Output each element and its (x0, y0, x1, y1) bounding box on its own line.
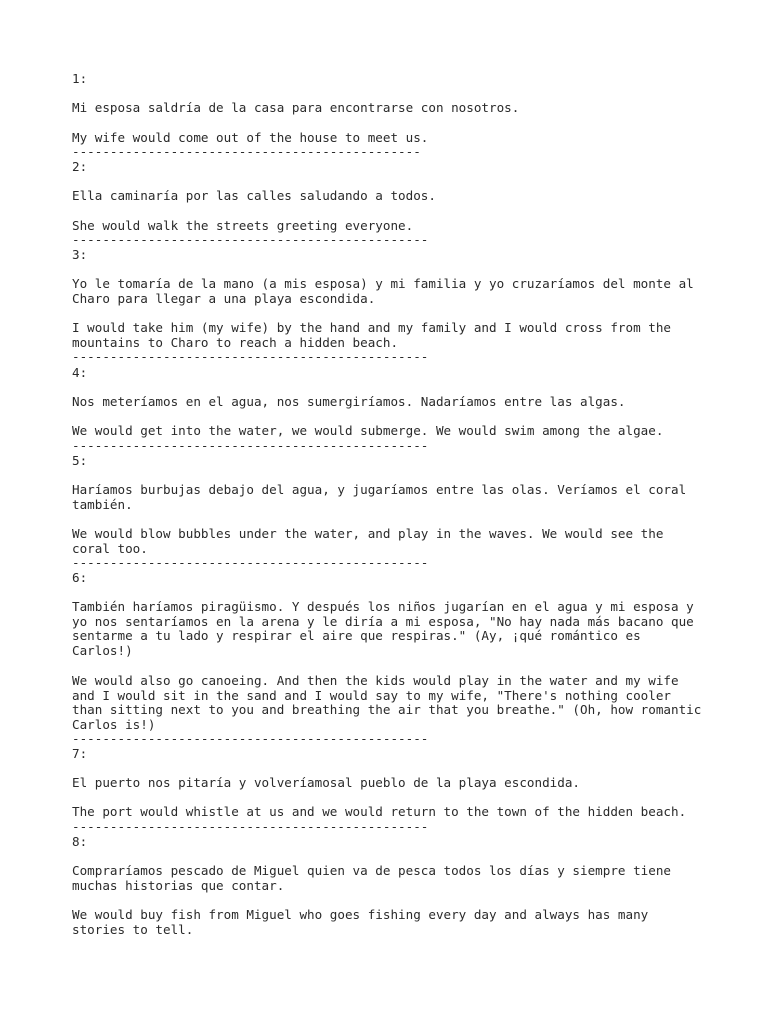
spanish-text: Mi esposa saldría de la casa para encontrarse con nosotros. (72, 100, 520, 115)
entry-number: 8: (72, 834, 88, 849)
english-text: She would walk the streets greeting everyone. (72, 218, 414, 233)
english-text: I would take him (my wife) by the hand and my family and I would cross from the mountains to Charo to reach a hidden beach. (72, 320, 671, 350)
entry-number: 3: (72, 247, 88, 262)
entry-number: 1: (72, 71, 88, 86)
spanish-text: Ella caminaría por las calles saludando a todos. (72, 188, 436, 203)
spanish-text: Yo le tomaría de la mano (a mis esposa) y mi familia y yo cruzaríamos del monte al Charo para llegar a una playa escondida. (72, 276, 694, 306)
separator-line: ----------------------------------------------- (72, 555, 429, 570)
spanish-text: También haríamos piragüismo. Y después los niños jugarían en el agua y mi esposa y yo nos sentaríamos en la arena y le diría a mi esposa, "No hay nada más bacano que sentarme a tu lado y respirar el aire que respiras." (Ay, ¡qué romántico es Carlos!) (72, 599, 694, 658)
english-text: We would also go canoeing. And then the kids would play in the water and my wife and I would sit in the sand and I would say to my wife, "There's nothing cooler than sitting next to you and breathing the air that you breathe." (Oh, how romantic Carlos is!) (72, 673, 702, 732)
english-text: We would blow bubbles under the water, and play in the waves. We would see the coral too. (72, 526, 664, 556)
english-text: We would buy fish from Miguel who goes fishing every day and always has many stories to tell. (72, 907, 649, 937)
separator-line: ----------------------------------------------- (72, 731, 429, 746)
spanish-text: Haríamos burbujas debajo del agua, y jugaríamos entre las olas. Veríamos el coral también. (72, 482, 687, 512)
entry-number: 4: (72, 365, 88, 380)
english-text: The port would whistle at us and we would return to the town of the hidden beach. (72, 804, 687, 819)
separator-line: ----------------------------------------------- (72, 349, 429, 364)
english-text: We would get into the water, we would submerge. We would swim among the algae. (72, 423, 664, 438)
entry-number: 6: (72, 570, 88, 585)
spanish-text: Compraríamos pescado de Miguel quien va de pesca todos los días y siempre tiene muchas historias que contar. (72, 863, 671, 893)
separator-line: ----------------------------------------------- (72, 438, 429, 453)
english-text: My wife would come out of the house to meet us. (72, 130, 429, 145)
entry-number: 7: (72, 746, 88, 761)
spanish-text: Nos meteríamos en el agua, nos sumergiríamos. Nadaríamos entre las algas. (72, 394, 626, 409)
entry-number: 2: (72, 159, 88, 174)
separator-line: ----------------------------------------------- (72, 232, 429, 247)
separator-line: ----------------------------------------------- (72, 819, 429, 834)
entry-number: 5: (72, 453, 88, 468)
separator-line: ---------------------------------------------- (72, 144, 421, 159)
spanish-text: El puerto nos pitaría y volveríamosal pueblo de la playa escondida. (72, 775, 580, 790)
